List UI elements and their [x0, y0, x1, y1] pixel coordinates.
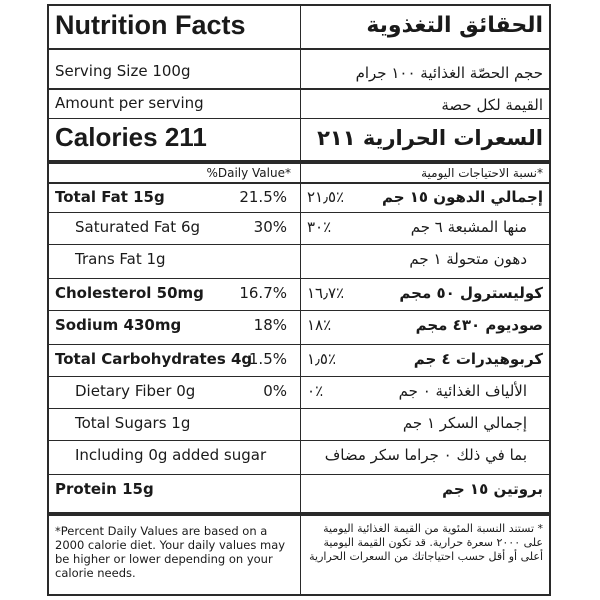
nutrient-daily-value-ar: ٪٢١٫٥	[307, 188, 345, 206]
nutrient-daily-value-ar: ٪١٫٥	[307, 350, 337, 368]
nutrition-facts-panel	[47, 4, 551, 596]
divider-line	[49, 88, 549, 90]
nutrient-label-ar: بما في ذلك ٠ جراما سكر مضاف	[324, 446, 527, 464]
nutrient-row	[49, 344, 549, 376]
row-divider	[49, 182, 549, 184]
nutrient-label-ar: بروتين ١٥ جم	[442, 480, 543, 498]
nutrient-label-en: Trans Fat 1g	[75, 250, 166, 268]
divider-line	[49, 118, 549, 119]
nutrient-label-ar: دهون متحولة ١ جم	[409, 250, 527, 268]
nutrient-label-ar: كوليسترول ٥٠ مجم	[399, 284, 543, 302]
nutrient-label-en: Saturated Fat 6g	[75, 218, 201, 236]
nutrient-label-ar: منها المشبعة ٦ جم	[410, 218, 527, 236]
nutrient-daily-value-en: 18%	[253, 316, 287, 334]
nutrient-daily-value-en: 21.5%	[239, 188, 287, 206]
nutrient-label-ar: كربوهيدرات ٤ جم	[413, 350, 543, 368]
amount-per-serving-ar: القيمة لكل حصة	[441, 96, 543, 114]
nutrient-daily-value-ar: ٪٠	[307, 382, 324, 400]
nutrient-label-en: Protein 15g	[55, 480, 154, 498]
nutrient-label-en: Including 0g added sugar	[75, 446, 267, 464]
nutrient-label-ar: إجمالي السكر ١ جم	[402, 414, 527, 432]
row-divider	[49, 244, 549, 245]
footnote-en: *Percent Daily Values are based on a 2000 calorie diet. Your daily values may be higher or lower depending on your calorie needs.	[55, 524, 286, 580]
daily-value-header-en: %Daily Value*	[206, 166, 291, 180]
nutrient-daily-value-en: 0%	[263, 382, 287, 400]
serving-size-ar: حجم الحصّة الغذائية ١٠٠ جرام	[355, 64, 543, 82]
nutrient-row	[49, 310, 549, 344]
row-divider	[49, 212, 549, 213]
row-divider	[49, 310, 549, 311]
nutrient-label-en: Sodium 430mg	[55, 316, 182, 334]
nutrient-row	[49, 182, 549, 212]
row-divider	[49, 408, 549, 409]
row-divider	[49, 278, 549, 279]
footnote-ar: * تستند النسبة المئوية من القيمة الغذائية اليومية على ٢٠٠٠ سعرة حرارية. قد تكون القيمة اليومية أعلى أو أقل حسب احتياجاتك من السعرات الحرارية	[309, 522, 543, 563]
nutrient-daily-value-en: 30%	[253, 218, 287, 236]
title-ar: الحقائق التغذوية	[366, 13, 543, 38]
nutrient-daily-value-ar: ٪١٨	[307, 316, 332, 334]
nutrient-row	[49, 408, 549, 440]
nutrient-daily-value-ar: ٪١٦٫٧	[307, 284, 345, 302]
nutrient-label-en: Cholesterol 50mg	[55, 284, 204, 302]
nutrient-daily-value-en: 16.7%	[239, 284, 287, 302]
row-divider	[49, 344, 549, 345]
nutrient-row	[49, 376, 549, 408]
nutrient-row	[49, 474, 549, 508]
title-en: Nutrition Facts	[55, 10, 246, 40]
row-divider	[49, 474, 549, 475]
nutrient-row	[49, 244, 549, 278]
serving-size-en: Serving Size 100g	[55, 62, 191, 80]
amount-per-serving-en: Amount per serving	[55, 94, 204, 112]
nutrient-row	[49, 278, 549, 310]
calories-ar: السعرات الحرارية ٢١١	[317, 126, 543, 150]
nutrient-label-en: Total Fat 15g	[55, 188, 165, 206]
nutrient-label-ar: إجمالي الدهون ١٥ جم	[381, 188, 543, 206]
nutrient-row	[49, 212, 549, 244]
divider-line	[49, 48, 549, 50]
nutrient-daily-value-en: 1.5%	[248, 350, 287, 368]
nutrient-label-en: Dietary Fiber 0g	[75, 382, 196, 400]
nutrient-daily-value-ar: ٪٣٠	[307, 218, 332, 236]
row-divider	[49, 376, 549, 377]
nutrient-label-ar: صوديوم ٤٣٠ مجم	[415, 316, 543, 334]
nutrient-label-en: Total Sugars 1g	[75, 414, 191, 432]
nutrient-label-en: Total Carbohydrates 4g	[55, 350, 253, 368]
nutrient-row	[49, 440, 549, 474]
thick-divider	[49, 160, 549, 164]
calories-en: Calories 211	[55, 122, 207, 152]
footnote-row	[49, 516, 549, 596]
daily-value-header-ar: *نسبة الاحتياجات اليومية	[421, 166, 543, 180]
nutrient-label-ar: الألياف الغذائية ٠ جم	[398, 382, 527, 400]
row-divider	[49, 440, 549, 441]
